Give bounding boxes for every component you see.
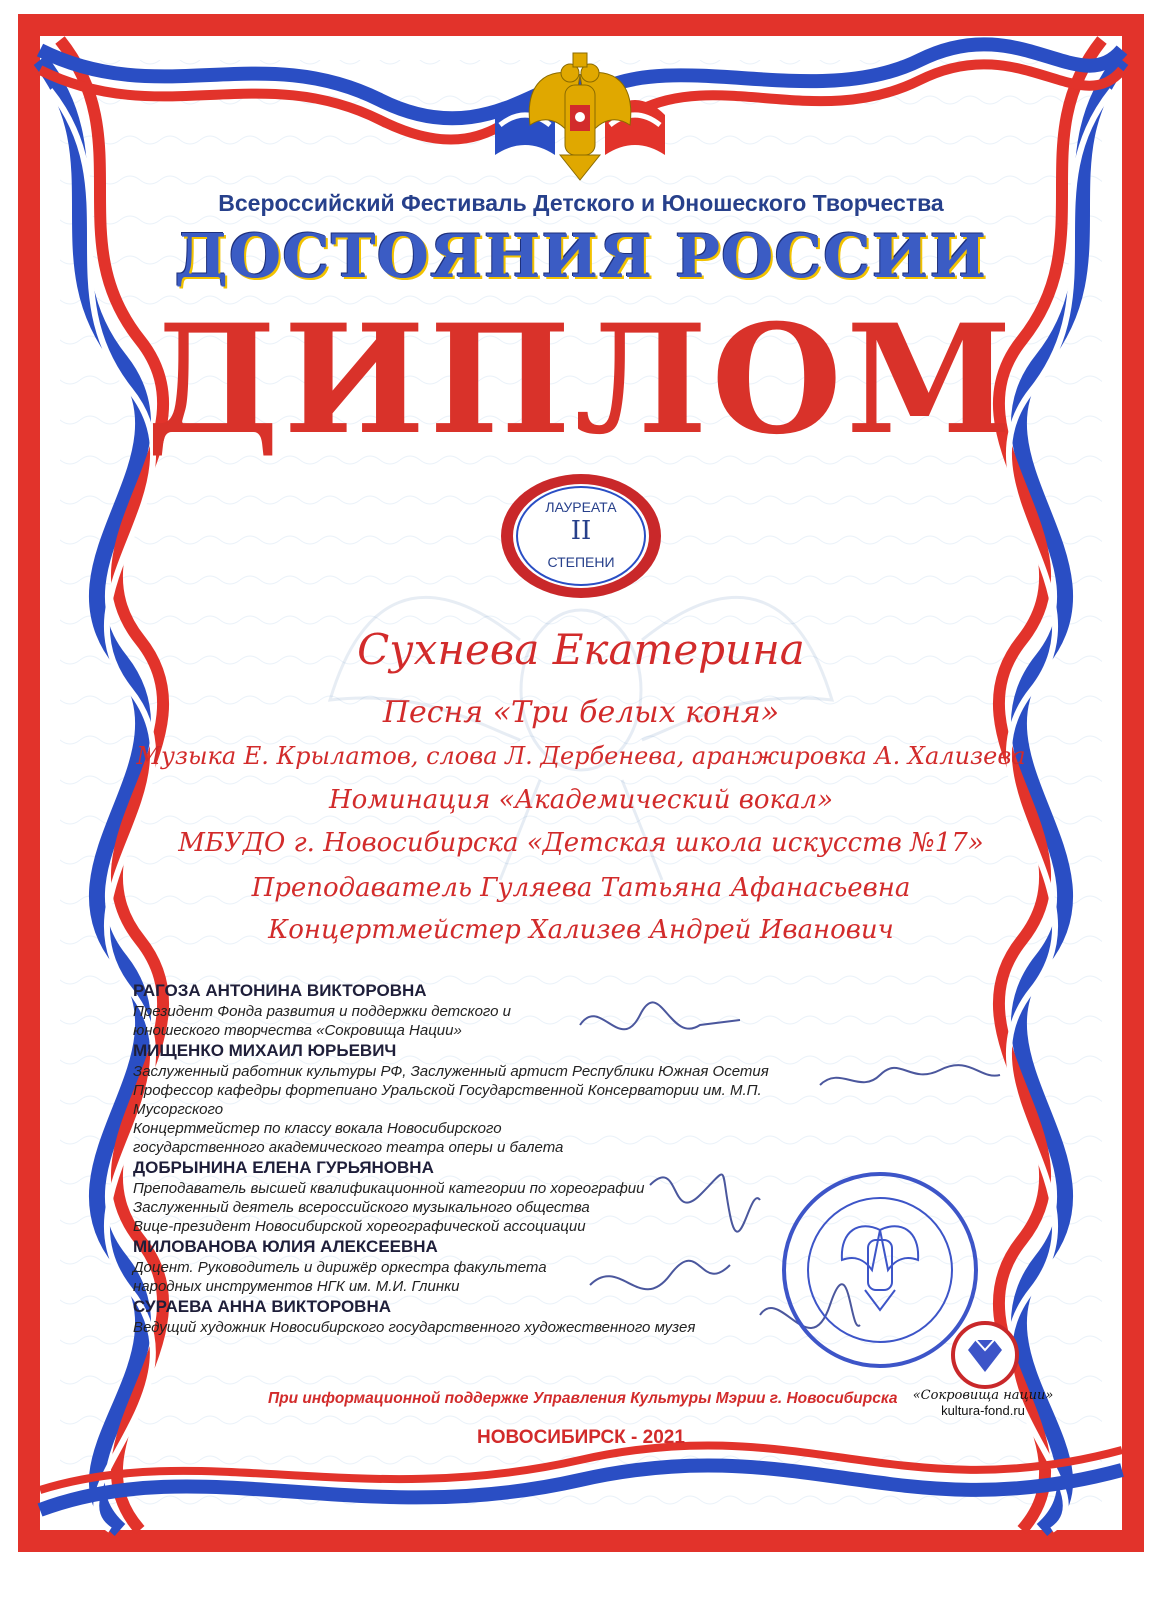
accompanist-name: Концертмейстер Хализев Андрей Иванович <box>268 915 894 945</box>
jury-member-name: ДОБРЫНИНА ЕЛЕНА ГУРЬЯНОВНА <box>133 1158 434 1177</box>
fund-logo-name: «Сокровища нации» <box>912 1388 1054 1403</box>
jury-member-name: РАГОЗА АНТОНИНА ВИКТОРОВНА <box>133 981 427 1000</box>
festival-subtitle: Всероссийский Фестиваль Детского и Юношеского Творчества <box>218 190 944 216</box>
teacher-name: Преподаватель Гуляева Татьяна Афанасьевна <box>251 873 911 903</box>
diploma-heading: ДИПЛОМ <box>145 292 1017 468</box>
jury-member-role: народных инструментов НГК им. М.И. Глинки <box>133 1278 460 1295</box>
festival-title: ДОСТОЯНИЯ РОССИИ <box>174 222 988 292</box>
award-degree: II <box>570 516 592 546</box>
city-year: НОВОСИБИРСК - 2021 <box>477 1427 685 1448</box>
jury-member-role: Преподаватель высшей квалификационной категории по хореографии <box>133 1180 645 1197</box>
award-bottom-label: СТЕПЕНИ <box>547 554 615 570</box>
jury-member-role: Профессор кафедры фортепиано Уральской Государственной Консерватории им. М.П. Мусоргского <box>133 1082 762 1118</box>
jury-member-role: Вице-президент Новосибирской хореографической ассоциации <box>133 1218 586 1235</box>
signature-4 <box>590 1261 730 1290</box>
fund-logo-site: kultura-fond.ru <box>941 1403 1025 1418</box>
jury-member-role: Заслуженный работник культуры РФ, Заслуженный артист Республики Южная Осетия <box>133 1063 769 1080</box>
music-credits: Музыка Е. Крылатов, слова Л. Дербенева, аранжировка А. Хализева <box>136 742 1026 770</box>
jury-member-role: Ведущий художник Новосибирского государственного художественного музея <box>133 1319 696 1336</box>
recipient-name: Сухнева Екатерина <box>357 625 805 674</box>
school-name: МБУДО г. Новосибирска «Детская школа искусств №17» <box>178 828 984 858</box>
award-top-label: ЛАУРЕАТА <box>545 499 617 515</box>
signature-3 <box>650 1175 760 1232</box>
jury-member-role: государственного академического театра оперы и балета <box>133 1139 564 1156</box>
fund-logo-icon <box>950 1320 1020 1390</box>
signature-2 <box>820 1065 1000 1085</box>
jury-member-name: СУРАЕВА АННА ВИКТОРОВНА <box>133 1297 391 1316</box>
jury-member-role: Заслуженный деятель всероссийского музыкального общества <box>133 1199 590 1216</box>
jury-member-role: Президент Фонда развития и поддержки детского и <box>133 1003 512 1020</box>
jury-member-role: юношеского творчества «Сокровища Нации» <box>133 1022 462 1039</box>
coat-of-arms-icon <box>485 45 675 185</box>
jury-member-role: Концертмейстер по классу вокала Новосибирского <box>133 1120 502 1137</box>
support-line: При информационной поддержке Управления Культуры Мэрии г. Новосибирска <box>268 1390 898 1407</box>
signature-1 <box>580 1002 740 1029</box>
nomination: Номинация «Академический вокал» <box>328 785 834 815</box>
jury-member-name: МИЩЕНКО МИХАИЛ ЮРЬЕВИЧ <box>133 1041 397 1060</box>
award-badge <box>499 472 663 600</box>
fund-logo-caption <box>908 1388 1058 1418</box>
song-title: Песня «Три белых коня» <box>382 695 780 730</box>
jury-member-name: МИЛОВАНОВА ЮЛИЯ АЛЕКСЕЕВНА <box>133 1237 438 1256</box>
jury-member-role: Доцент. Руководитель и дирижёр оркестра факультета <box>133 1259 547 1276</box>
